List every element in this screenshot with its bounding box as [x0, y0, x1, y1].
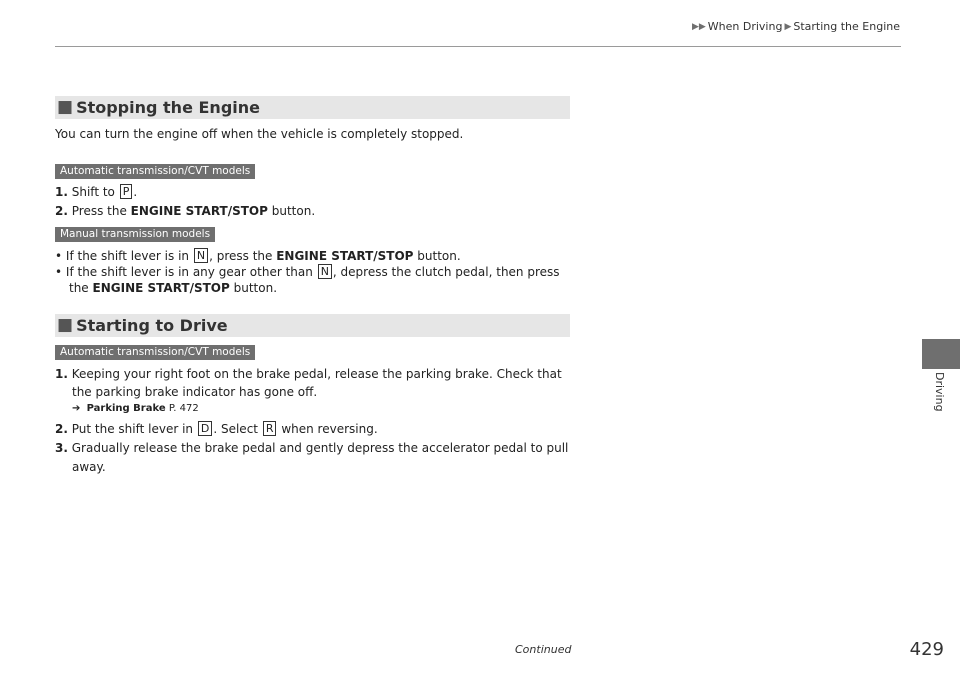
section-heading-starting [55, 314, 570, 337]
bullet-icon: • [55, 265, 63, 279]
gear-key-n: N [318, 264, 332, 279]
engine-start-stop-label: ENGINE START/STOP [92, 281, 230, 295]
continued-label: Continued [515, 643, 572, 656]
bullet-mid: , depress the clutch pedal, then press [332, 265, 560, 279]
engine-start-stop-label: ENGINE START/STOP [130, 204, 268, 218]
step-2 [55, 202, 315, 220]
model-tag-automatic: Automatic transmission/CVT models [55, 345, 255, 360]
step-text: Gradually release the brake pedal and gently depress the accelerator pedal to pull [71, 441, 569, 455]
step-number: 2. [55, 204, 68, 218]
breadcrumb-arrow-icon: ▶▶ [691, 21, 706, 32]
step-number: 3. [55, 441, 68, 455]
gear-key-p: P [120, 184, 133, 199]
chapter-tab-marker [922, 339, 960, 369]
bullet-2-continued [69, 279, 277, 297]
section-title: Stopping the Engine [76, 98, 260, 117]
breadcrumb-item-when-driving[interactable]: When Driving [707, 20, 783, 33]
step-1 [55, 183, 137, 201]
bullet-text: If the shift lever is in any gear other than [65, 265, 313, 279]
bullet-text: If the shift lever is in [65, 249, 190, 263]
gear-key-d: D [198, 421, 212, 436]
model-tag-automatic: Automatic transmission/CVT models [55, 164, 255, 179]
engine-start-stop-label: ENGINE START/STOP [276, 249, 414, 263]
step-text: Keeping your right foot on the brake pedal, release the parking brake. Check that [71, 367, 562, 381]
breadcrumb [690, 20, 900, 33]
step-after: . [133, 185, 138, 199]
square-bullet-icon: ■ [57, 315, 74, 335]
page-number: 429 [909, 639, 944, 660]
drive-step-3 [55, 439, 568, 457]
reference-arrow-icon: ➔ [72, 403, 81, 414]
bullet-icon: • [55, 249, 63, 263]
reference-page: P. 472 [168, 403, 199, 414]
step-number: 1. [55, 367, 68, 381]
breadcrumb-arrow-icon: ▶ [784, 21, 792, 32]
step-text: Put the shift lever in [71, 422, 194, 436]
reference-label: Parking Brake [86, 403, 166, 414]
breadcrumb-item-starting-engine[interactable]: Starting the Engine [793, 20, 900, 33]
step-text: Shift to [71, 185, 115, 199]
drive-step-2 [55, 420, 378, 438]
step-number: 2. [55, 422, 68, 436]
step-text: Press the [71, 204, 127, 218]
bullet-after: button. [417, 249, 461, 263]
gear-key-r: R [263, 421, 277, 436]
section-heading-stopping [55, 96, 570, 119]
chapter-tab-label[interactable]: Driving [933, 372, 946, 412]
header-divider [55, 46, 901, 47]
square-bullet-icon: ■ [57, 97, 74, 117]
model-tag-manual: Manual transmission models [55, 227, 215, 242]
step-number: 1. [55, 185, 68, 199]
bullet-mid: , press the [209, 249, 273, 263]
intro-paragraph: You can turn the engine off when the vehicle is completely stopped. [55, 127, 464, 141]
section-title: Starting to Drive [76, 316, 228, 335]
step-after: when reversing. [281, 422, 378, 436]
gear-key-n: N [194, 248, 208, 263]
bullet-line2-pre: the [69, 281, 89, 295]
bullet-after: button. [233, 281, 278, 295]
drive-step-1-continued: the parking brake indicator has gone off. [72, 385, 318, 399]
drive-step-1 [55, 365, 562, 383]
step-mid: . Select [213, 422, 258, 436]
cross-reference-parking-brake[interactable] [72, 403, 199, 414]
drive-step-3-continued: away. [72, 460, 106, 474]
step-after: button. [271, 204, 316, 218]
